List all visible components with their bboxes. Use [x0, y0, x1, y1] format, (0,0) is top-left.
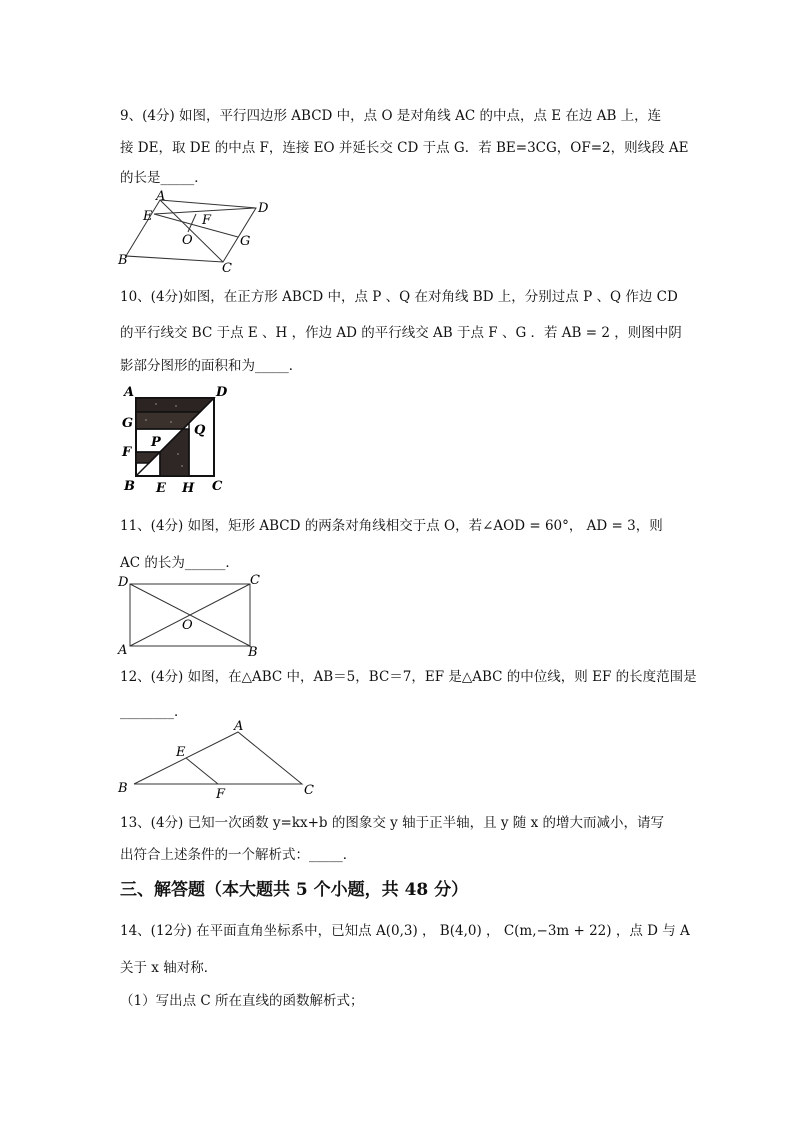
- q11-rectangle-figure: [116, 574, 266, 658]
- q14-line2: 关于 x 轴对称．: [120, 960, 218, 976]
- q12-line2: ________．: [120, 704, 188, 720]
- q13-line1: 13、(4分) 已知一次函数 y=kx+b 的图象交 y 轴于正半轴，且 y 随 x 的增大而减小，请写: [120, 815, 664, 831]
- q9-label-e: E: [143, 209, 153, 224]
- q12-label-c: C: [304, 783, 314, 798]
- q9-segment-of: [188, 214, 196, 232]
- q9-label-f: F: [202, 213, 212, 228]
- q9-label-b: B: [118, 253, 128, 268]
- q10-label-g: G: [122, 416, 134, 431]
- q11-label-c: C: [250, 573, 260, 588]
- q9-line2: 接 DE，取 DE 的中点 F，连接 EO 并延长交 CD 于点 G．若 BE=3CG，OF=2，则线段 AE: [120, 140, 689, 156]
- q13-line2: 出符合上述条件的一个解析式：_____．: [120, 847, 357, 863]
- q9-line1: 9、(4分) 如图，平行四边形 ABCD 中，点 O 是对角线 AC 的中点，点 E 在边 AB 上，连: [120, 108, 662, 124]
- q11-label-d: D: [118, 575, 129, 590]
- q11-label-a: A: [118, 643, 128, 658]
- q10-label-a: A: [124, 385, 135, 400]
- q10-label-b: B: [124, 479, 135, 494]
- q10-line3: 影部分图形的面积和为_____．: [120, 358, 303, 374]
- q9-label-d: D: [258, 201, 269, 216]
- q11-line1: 11、(4分) 如图，矩形 ABCD 的两条对角线相交于点 O，若∠AOD = 60°， AD = 3，则: [120, 518, 663, 534]
- q9-line3: 的长是_____．: [120, 170, 208, 186]
- q10-shaded-right: [160, 429, 189, 476]
- section-3-heading: 三、解答题（本大题共 5 个小题，共 48 分）: [120, 880, 469, 900]
- q9-segment-eg: [154, 214, 238, 237]
- q11-line2: AC 的长为______．: [120, 555, 239, 571]
- q11-label-b: B: [248, 645, 258, 660]
- q10-shaded-small: [136, 452, 160, 463]
- q10-label-q: Q: [194, 423, 206, 438]
- q10-label-e: E: [156, 481, 166, 496]
- q10-label-f: F: [122, 445, 132, 460]
- q11-label-o: O: [182, 618, 193, 633]
- q9-diagonal-ac: [160, 200, 223, 262]
- q12-label-e: E: [176, 745, 186, 760]
- q9-label-a: A: [156, 189, 166, 204]
- q12-line1: 12、(4分) 如图，在△ABC 中，AB＝5，BC＝7，EF 是△ABC 的中位线，则 EF 的长度范围是: [120, 669, 697, 685]
- q12-label-b: B: [118, 781, 128, 796]
- q14-line1: 14、(12分) 在平面直角坐标系中，已知点 A(0,3) ， B(4,0) ， C(m,−3m + 22) ，点 D 与 A: [120, 923, 690, 939]
- q10-line1: 10、(4分)如图，在正方形 ABCD 中，点 P 、Q 在对角线 BD 上，分别过点 P 、Q 作边 CD: [120, 289, 678, 305]
- q10-square-figure: [116, 384, 236, 496]
- q10-line2: 的平行线交 BC 于点 E 、H ，作边 AD 的平行线交 AB 于点 F 、G ．若 AB = 2 ，则图中阴: [120, 325, 682, 341]
- q12-segment-ef: [186, 758, 218, 784]
- q10-label-h: H: [182, 481, 195, 496]
- q10-label-d: D: [216, 385, 228, 400]
- q9-label-g: G: [240, 234, 251, 249]
- q12-label-f: F: [216, 787, 226, 802]
- q10-label-p: P: [151, 435, 161, 450]
- q9-label-c: C: [222, 261, 232, 276]
- q10-label-c: C: [212, 479, 223, 494]
- q14-sub1: （1）写出点 C 所在直线的函数解析式；: [120, 993, 364, 1009]
- q9-label-o: O: [182, 233, 193, 248]
- q12-triangle: [134, 732, 302, 784]
- q9-parallelogram-figure: [118, 189, 278, 276]
- q12-triangle-figure: [116, 718, 326, 802]
- q12-label-a: A: [234, 719, 244, 734]
